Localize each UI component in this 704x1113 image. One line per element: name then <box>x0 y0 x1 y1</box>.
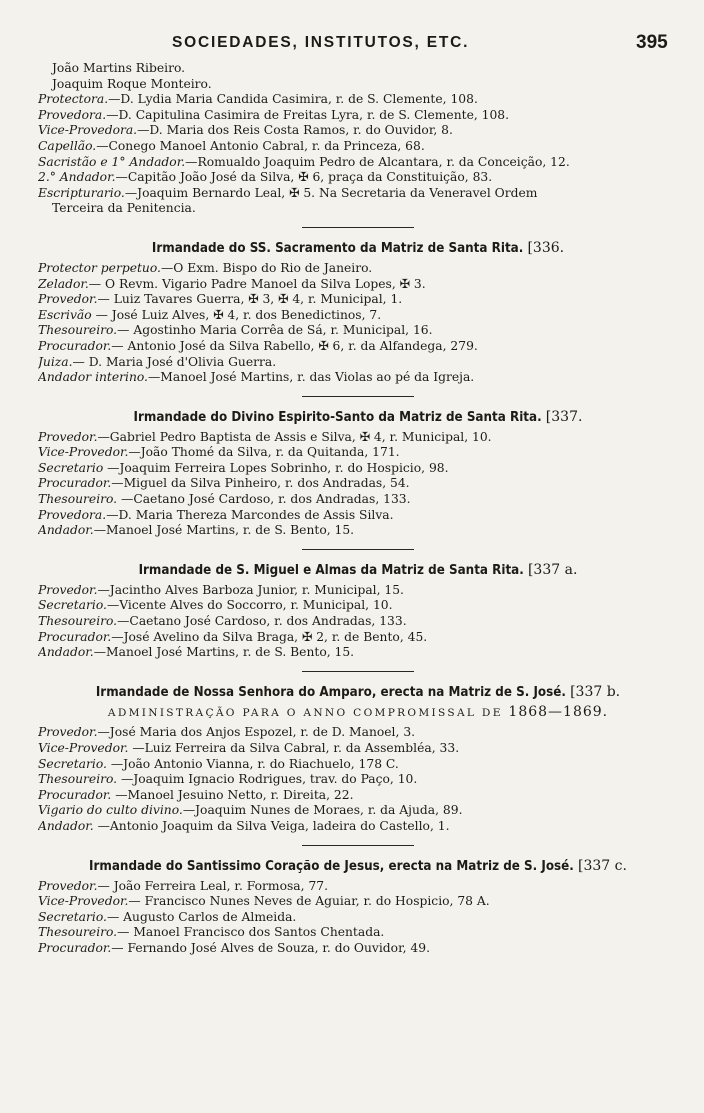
role-label: Procurador. <box>38 338 112 353</box>
role-label: Provedor. <box>38 429 98 444</box>
role-label: Thesoureiro. <box>38 925 118 940</box>
role-label: Provedor. <box>38 582 98 597</box>
entry-text: —Caetano José Cardoso, r. dos Andradas, 133. <box>117 614 407 629</box>
section-divider <box>302 845 414 846</box>
entry-text: —Manoel José Martins, r. de S. Bento, 15. <box>93 645 355 660</box>
page-header <box>0 30 704 56</box>
entry-line <box>38 155 678 171</box>
section-coracao-de-jesus <box>38 857 678 957</box>
entry-line <box>38 894 678 910</box>
entry-line <box>38 92 678 108</box>
role-label: Provedor. <box>38 878 98 893</box>
entry-text: —Joaquim Bernardo Leal, ✠ 5. Na Secretaria da Veneravel Ordem <box>124 185 538 200</box>
entry-line <box>38 879 678 895</box>
role-label: Secretario. <box>38 909 107 924</box>
role-label: Provedor. <box>38 725 98 740</box>
role-label: Provedora. <box>38 107 107 122</box>
entry-text: —Miguel da Silva Pinheiro, r. dos Andradas, 54. <box>111 476 410 491</box>
entry-line <box>38 741 678 757</box>
section-ref: [336. <box>527 239 565 256</box>
entry-text: —Gabriel Pedro Baptista de Assis e Silva, ✠ 4, r. Municipal, 10. <box>97 429 492 444</box>
entry-line <box>38 186 678 202</box>
role-label: Procurador. <box>38 476 112 491</box>
role-label: Protectora. <box>38 92 109 107</box>
role-label: Provedor. <box>38 292 98 307</box>
entry-text: —Manoel José Martins, r. de S. Bento, 15. <box>93 523 355 538</box>
entry-text: —D. Maria dos Reis Costa Ramos, r. do Ouvidor, 8. <box>137 123 453 138</box>
entry-line <box>38 370 678 386</box>
entry-line <box>38 339 678 355</box>
role-label: Thesoureiro. <box>38 323 118 338</box>
role-label: Protector perpetuo. <box>38 260 161 275</box>
entry-text: — José Luiz Alves, ✠ 4, r. dos Benedictinos, 7. <box>91 307 382 322</box>
page-content <box>38 61 678 957</box>
entry-line: Joaquim Roque Monteiro. <box>52 76 212 91</box>
entry-text: —Joaquim Ferreira Lopes Sobrinho, r. do Hospicio, 98. <box>103 460 449 475</box>
section-s-miguel-almas <box>38 561 678 661</box>
entry-text: —Manoel José Martins, r. das Violas ao pé da Igreja. <box>147 370 475 385</box>
entry-line <box>38 108 678 124</box>
entry-line <box>38 523 678 539</box>
section-divider <box>302 396 414 397</box>
role-label: Procurador. <box>38 940 112 955</box>
section-divider <box>302 549 414 550</box>
entry-text: — Francisco Nunes Neves de Aguiar, r. do Hospicio, 78 A. <box>128 894 490 909</box>
entry-line <box>38 355 678 371</box>
entry-line <box>38 630 678 646</box>
entry-text: — João Ferreira Leal, r. Formosa, 77. <box>97 878 328 893</box>
section-title: Irmandade de Nossa Senhora do Amparo, erecta na Matriz de S. José. [337 b. <box>95 683 621 700</box>
role-label: Andador. <box>38 818 94 833</box>
subtitle-years: 1868—1869. <box>508 703 609 720</box>
entry-line <box>38 925 678 941</box>
entry-line <box>38 445 678 461</box>
running-title: SOCIEDADES, INSTITUTOS, ETC. <box>172 34 470 51</box>
entry-line <box>38 308 678 324</box>
entry-line: Terceira da Penitencia. <box>52 201 196 216</box>
role-label: Escripturario. <box>38 185 125 200</box>
entry-line <box>38 645 678 661</box>
entry-line <box>38 508 678 524</box>
role-label: 2.° Andador. <box>38 170 116 185</box>
role-label: Vice-Provedora. <box>38 123 138 138</box>
entry-line <box>38 170 678 186</box>
entry-line <box>38 277 678 293</box>
role-label: Sacristão e 1° Andador. <box>38 154 186 169</box>
role-label: Secretario. <box>38 756 107 771</box>
role-label: Escrivão <box>38 307 92 322</box>
section-title: Irmandade de S. Miguel e Almas da Matriz de Santa Rita. [337 a. <box>138 561 578 578</box>
entry-text: —Antonio Joaquim da Silva Veiga, ladeira do Castello, 1. <box>93 818 450 833</box>
section-ss-sacramento <box>38 239 678 386</box>
role-label: Andador. <box>38 645 94 660</box>
entry-line <box>38 614 678 630</box>
role-label: Zelador. <box>38 276 89 291</box>
entry-text: —O Exm. Bispo do Rio de Janeiro. <box>160 260 373 275</box>
entry-line <box>38 772 678 788</box>
entry-text: — O Revm. Vigario Padre Manoel da Silva Lopes, ✠ 3. <box>88 276 426 291</box>
entry-line <box>38 757 678 773</box>
entry-text: —D. Maria Thereza Marcondes de Assis Silva. <box>106 507 394 522</box>
section-ref: [337. <box>545 408 583 425</box>
entry-text: —Vicente Alves do Soccorro, r. Municipal, 10. <box>106 598 393 613</box>
entry-text: —Capitão João José da Silva, ✠ 6, praça da Constituição, 83. <box>115 170 493 185</box>
entry-line <box>38 430 678 446</box>
entry-text: —Jacintho Alves Barboza Junior, r. Municipal, 15. <box>97 582 404 597</box>
entry-text: —Manoel Jesuino Netto, r. Direita, 22. <box>111 787 354 802</box>
section-ref: [337 c. <box>578 857 627 874</box>
role-label: Capellão. <box>38 138 97 153</box>
entry-line <box>38 910 678 926</box>
entry-text: — Luiz Tavares Guerra, ✠ 3, ✠ 4, r. Municipal, 1. <box>97 292 403 307</box>
entry-text: —José Avelino da Silva Braga, ✠ 2, r. de Bento, 45. <box>111 629 428 644</box>
entry-text: —João Thomé da Silva, r. da Quitanda, 171. <box>128 445 400 460</box>
continuation-section <box>38 61 678 217</box>
entry-line <box>38 788 678 804</box>
entry-text: — Fernando José Alves de Souza, r. do Ouvidor, 49. <box>111 940 430 955</box>
role-label: Procurador. <box>38 629 112 644</box>
entry-line <box>38 725 678 741</box>
role-label: Andador interino. <box>38 370 148 385</box>
entry-text: —D. Capitulina Casimira de Freitas Lyra, r. de S. Clemente, 108. <box>106 107 510 122</box>
role-label: Thesoureiro. <box>38 614 118 629</box>
entry-line <box>38 941 678 957</box>
section-senhora-do-amparo <box>38 683 678 835</box>
section-title: Irmandade do Santissimo Coração de Jesus, erecta na Matriz de S. José. [337 c. <box>89 857 627 874</box>
entry-line <box>38 583 678 599</box>
section-divider <box>302 671 414 672</box>
section-divino-espirito-santo <box>38 408 678 539</box>
entry-text: —Caetano José Cardoso, r. dos Andradas, 133. <box>117 492 411 507</box>
entry-text: —D. Lydia Maria Candida Casimira, r. de S. Clemente, 108. <box>108 92 478 107</box>
entry-line <box>38 139 678 155</box>
role-label: Procurador. <box>38 787 112 802</box>
entry-line <box>38 476 678 492</box>
section-subtitle: ADMINISTRAÇÃO PARA O ANNO COMPROMISSAL DE 1868—1869. <box>107 703 609 720</box>
entry-text: —João Antonio Vianna, r. do Riachuelo, 178 C. <box>106 756 399 771</box>
role-label: Thesoureiro. <box>38 492 118 507</box>
entry-line <box>38 819 678 835</box>
role-label: Vigario do culto divino. <box>38 803 183 818</box>
entry-line: João Martins Ribeiro. <box>52 61 186 75</box>
entry-text: — Agostinho Maria Corrêa de Sá, r. Municipal, 16. <box>117 323 433 338</box>
entry-line <box>38 323 678 339</box>
role-label: Secretario. <box>38 598 107 613</box>
page-number: 395 <box>636 32 668 53</box>
section-title: Irmandade do SS. Sacramento da Matriz de Santa Rita. [336. <box>151 239 565 256</box>
entry-text: —Romualdo Joaquim Pedro de Alcantara, r. da Conceição, 12. <box>185 154 570 169</box>
role-label: Provedora. <box>38 507 107 522</box>
section-ref: [337 b. <box>570 683 621 700</box>
entry-line <box>38 292 678 308</box>
entry-line <box>38 461 678 477</box>
entry-text: — Manoel Francisco dos Santos Chentada. <box>117 925 385 940</box>
section-ref: [337 a. <box>527 561 578 578</box>
entry-text: —Luiz Ferreira da Silva Cabral, r. da Assembléa, 33. <box>128 741 460 755</box>
role-label: Juiza. <box>38 354 73 369</box>
entry-text: —Conego Manoel Antonio Cabral, r. da Princeza, 68. <box>96 138 425 153</box>
entry-text: — Antonio José da Silva Rabello, ✠ 6, r. da Alfandega, 279. <box>111 338 478 353</box>
entry-line <box>38 123 678 139</box>
entry-text: —José Maria dos Anjos Espozel, r. de D. Manoel, 3. <box>97 725 416 740</box>
role-label: Vice-Provedor. <box>38 741 129 755</box>
entry-line <box>38 598 678 614</box>
role-label: Andador. <box>38 523 94 538</box>
role-label: Vice-Provedor. <box>38 894 129 909</box>
entry-line <box>38 803 678 819</box>
entry-text: — Augusto Carlos de Almeida. <box>106 909 297 924</box>
entry-line <box>38 261 678 277</box>
role-label: Secretario <box>38 460 104 475</box>
entry-text: — D. Maria José d'Olivia Guerra. <box>72 354 277 369</box>
entry-text: —Joaquim Ignacio Rodrigues, trav. do Paço, 10. <box>117 772 418 787</box>
section-divider <box>302 227 414 228</box>
role-label: Thesoureiro. <box>38 772 118 787</box>
entry-line <box>38 492 678 508</box>
entry-text: —Joaquim Nunes de Moraes, r. da Ajuda, 89. <box>182 803 463 818</box>
role-label: Vice-Provedor. <box>38 445 129 460</box>
section-title: Irmandade do Divino Espirito-Santo da Matriz de Santa Rita. [337. <box>133 408 583 425</box>
